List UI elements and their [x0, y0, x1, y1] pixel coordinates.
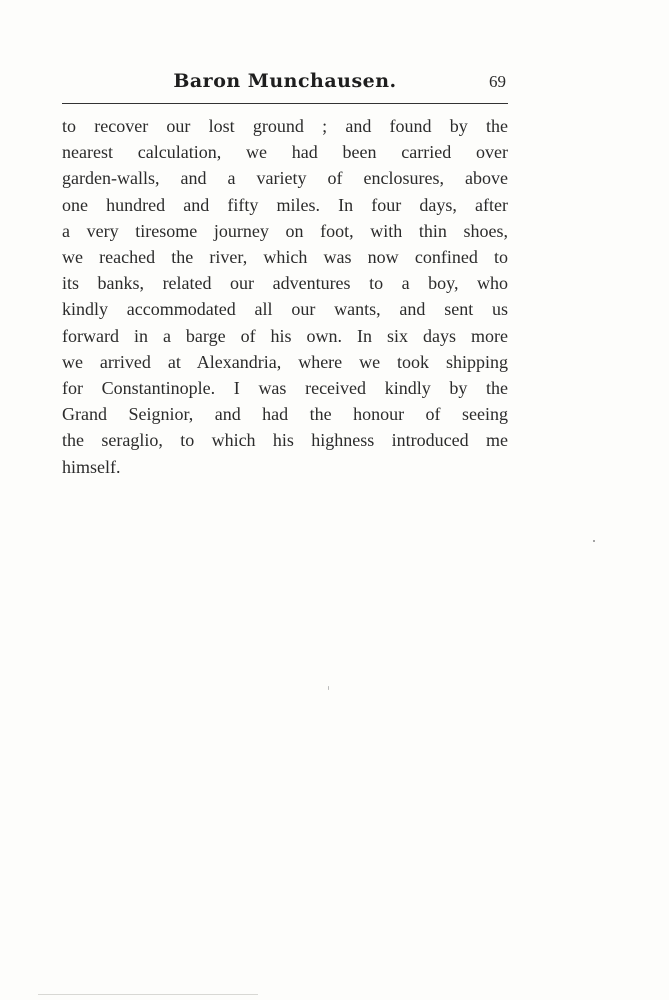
text-line: forward in a barge of his own. In six days more — [62, 325, 508, 346]
text-line: one hundred and fifty miles. In four days, after — [62, 194, 508, 215]
text-line: its banks, related our adventures to a boy, who — [62, 273, 508, 294]
text-line: garden-walls, and a variety of enclosures, above — [62, 168, 508, 189]
text-line: the seraglio, to which his highness introduced me — [62, 430, 508, 451]
text-line: a very tiresome journey on foot, with thin shoes, — [62, 220, 508, 241]
text-line: we arrived at Alexandria, where we took shipping — [62, 351, 508, 372]
body-text — [62, 113, 508, 480]
paper-speck — [328, 686, 329, 690]
page-header — [62, 66, 508, 102]
text-line: for Constantinople. I was received kindly by the — [62, 378, 508, 399]
text-line: to recover our lost ground ; and found by the — [62, 116, 508, 136]
running-title: Baron Munchausen. — [173, 70, 397, 92]
paper-edge — [38, 994, 258, 995]
page-number: 69 — [489, 72, 506, 91]
paper-speck — [593, 540, 595, 542]
text-line: Grand Seignior, and had the honour of seeing — [62, 404, 508, 425]
text-line: himself. — [62, 456, 121, 477]
header-rule — [62, 103, 508, 104]
text-line: kindly accommodated all our wants, and sent us — [62, 299, 508, 320]
text-line: nearest calculation, we had been carried over — [62, 142, 508, 163]
text-line: we reached the river, which was now confined to — [62, 247, 508, 268]
